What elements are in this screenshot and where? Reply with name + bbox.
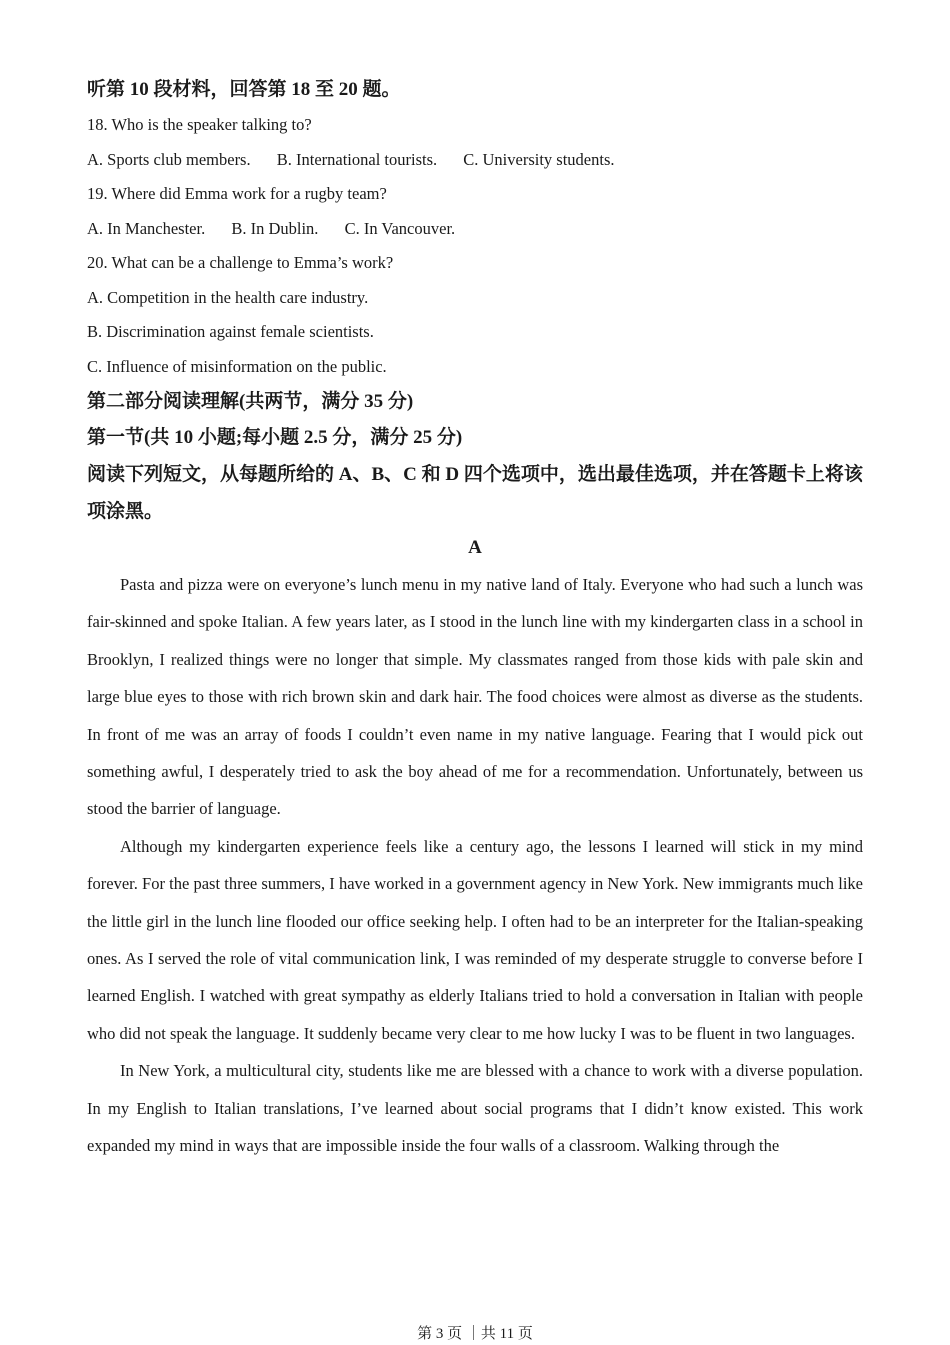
question-20-option-a: A. Competition in the health care industry.: [87, 287, 369, 307]
question-18-option-b: B. International tourists.: [276, 149, 438, 169]
question-20-option-c: C. Influence of misinformation on the public.: [87, 356, 387, 376]
question-18-option-c: C. University students.: [463, 149, 615, 169]
question-19-stem: 19. Where did Emma work for a rugby team?: [87, 184, 387, 203]
passage-paragraph-2: Although my kindergarten experience feels like a century ago, the lessons I learned will stick in my mind forever. For the past three summers, I have worked in a government agency in New York. New immigrants much like the little girl in the lunch line flooded our office seeking help. I often had to be an interpreter for the Italian-speaking ones. As I served the role of vital communication link, I was reminded of my desperate struggle to converse before I learned English. I watched with great sympathy as elderly Italians tried to hold a conversation in Italian with people who did not speak the language. It suddenly became very clear to me how lucky I was to be fluent in two languages.: [87, 836, 863, 1043]
question-18-option-a: A. Sports club members.: [87, 149, 251, 169]
question-19-options: [87, 212, 863, 247]
section-10-heading: 听第 10 段材料，回答第 18 至 20 题。: [87, 79, 401, 100]
question-18-stem: 18. Who is the speaker talking to?: [87, 115, 312, 134]
page-footer: 第 3 页 ｜共 11 页: [417, 1326, 533, 1342]
part-2-section-1-heading: 第一节(共 10 小题;每小题 2.5 分，满分 25 分): [87, 427, 463, 448]
question-19-option-a: A. In Manchester.: [87, 218, 206, 238]
question-19-option-b: B. In Dublin.: [231, 218, 319, 238]
passage-paragraph-3: In New York, a multicultural city, students like me are blessed with a chance to work with a diverse population. In my English to Italian translations, I’ve learned about social programs that I didn’t know existed. This work expanded my mind in ways that are impossible inside the four walls of a classroom. Walking through the: [87, 1061, 863, 1156]
reading-instruction: 阅读下列短文，从每题所给的 A、B、C 和 D 四个选项中，选出最佳选项，并在答题卡上将该项涂黑。: [87, 464, 863, 522]
question-20-stem: 20. What can be a challenge to Emma’s work?: [87, 253, 394, 272]
document-page: [87, 72, 863, 1165]
part-2-heading: 第二部分阅读理解(共两节，满分 35 分): [87, 391, 414, 412]
question-19-option-c: C. In Vancouver.: [344, 218, 456, 238]
question-20-option-b: B. Discrimination against female scientists.: [87, 322, 374, 341]
passage-title: A: [468, 537, 482, 558]
question-18-options: [87, 143, 863, 178]
passage-paragraph-1: Pasta and pizza were on everyone’s lunch menu in my native land of Italy. Everyone who had such a lunch was fair-skinned and spoke Italian. A few years later, as I stood in the lunch line with my kindergarten class in a school in Brooklyn, I realized things were no longer that simple. My classmates ranged from those kids with pale skin and large blue eyes to those with rich brown skin and dark hair. The food choices were almost as diverse as the students. In front of me was an array of foods I couldn’t even name in my native language. Fearing that I would pick out something awful, I desperately tried to ask the boy ahead of me for a recommendation. Unfortunately, between us stood the barrier of language.: [87, 575, 863, 819]
